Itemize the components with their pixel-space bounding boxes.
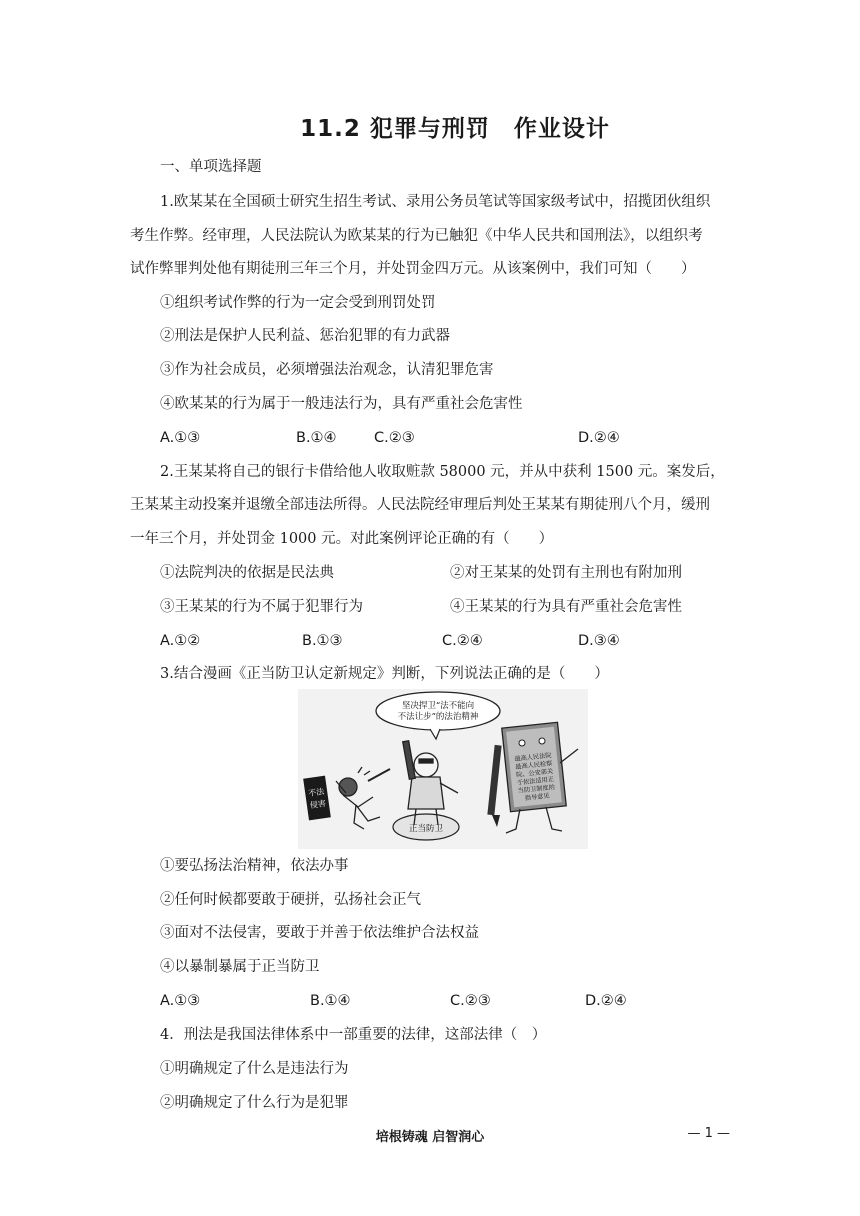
self-defense-cartoon <box>298 689 588 849</box>
q2-item-2: ②对王某某的处罚有主刑也有附加刑 <box>450 565 682 581</box>
q3-item-1: ①要弘扬法治精神，依法办事 <box>160 858 349 874</box>
q3-option-d: D.②④ <box>585 993 627 1009</box>
q2-option-c: C.②④ <box>442 633 483 649</box>
book-text-2: 最高人民检察 <box>515 760 553 771</box>
page-number: — 1 — <box>687 1126 730 1141</box>
q3-stem: 3.结合漫画《正当防卫认定新规定》判断，下列说法正确的是（ ） <box>160 666 609 682</box>
q2-option-b: B.①③ <box>302 633 343 649</box>
q1-option-b: B.①④ <box>296 430 337 446</box>
q2-option-a: A.①② <box>160 633 201 649</box>
q2-stem-line-2: 王某某主动投案并退缴全部违法所得。人民法院经审理后判处王某某有期徒刑八个月，缓刑 <box>130 497 710 513</box>
q2-item-3: ③王某某的行为不属于犯罪行为 <box>160 599 363 615</box>
q1-option-c: C.②③ <box>374 430 415 446</box>
q2-option-d: D.③④ <box>578 633 620 649</box>
sign-text-2: 侵害 <box>309 798 327 811</box>
q3-item-4: ④以暴制暴属于正当防卫 <box>160 959 320 975</box>
q1-item-4: ④欧某某的行为属于一般违法行为，具有严重社会危害性 <box>160 396 523 412</box>
bubble-text-1: 坚决捍卫“法不能向 <box>401 701 475 711</box>
book-text-4: 于依法适用正 <box>516 775 555 787</box>
book-text-5: 当防卫制度的 <box>517 783 556 795</box>
q1-item-2: ②刑法是保护人民利益、惩治犯罪的有力武器 <box>160 328 450 344</box>
book-text-6: 指导意见 <box>524 792 550 803</box>
q1-stem-line-1: 1.欧某某在全国硕士研究生招生考试、录用公务员笔试等国家级考试中，招揽团伙组织 <box>160 194 711 210</box>
sign-text-1: 不法 <box>307 786 325 799</box>
q2-item-1: ①法院判决的依据是民法典 <box>160 565 334 581</box>
circle-label: 正当防卫 <box>408 824 444 834</box>
book-text-3: 院、公安部关 <box>515 768 554 779</box>
book-text-1: 最高人民法院 <box>514 752 552 763</box>
q1-item-3: ③作为社会成员，必须增强法治观念，认清犯罪危害 <box>160 362 494 378</box>
q3-option-c: C.②③ <box>450 993 491 1009</box>
section-heading: 一、单项选择题 <box>160 159 262 175</box>
q3-item-3: ③面对不法侵害，要敢于并善于依法维护合法权益 <box>160 925 479 941</box>
q2-item-4: ④王某某的行为具有严重社会危害性 <box>450 599 682 615</box>
q3-item-2: ②任何时候都要敢于硬拼，弘扬社会正气 <box>160 892 421 908</box>
q4-item-2: ②明确规定了什么行为是犯罪 <box>160 1095 349 1111</box>
q4-item-1: ①明确规定了什么是违法行为 <box>160 1061 349 1077</box>
q1-option-d: D.②④ <box>578 430 620 446</box>
q1-stem-line-3: 试作弊罪判处他有期徒刑三年三个月，并处罚金四万元。从该案例中，我们可知（ ） <box>130 261 696 277</box>
q1-stem-line-2: 考生作弊。经审理，人民法院认为欧某某的行为已触犯《中华人民共和国刑法》，以组织考 <box>130 228 703 244</box>
q3-option-a: A.①③ <box>160 993 201 1009</box>
bubble-text-2: 不法让步”的法治精神 <box>397 712 479 722</box>
page-title: 11.2 犯罪与刑罚 作业设计 <box>300 116 610 142</box>
q3-option-b: B.①④ <box>310 993 351 1009</box>
q1-item-1: ①组织考试作弊的行为一定会受到刑罚处罚 <box>160 295 436 311</box>
footer-motto: 培根铸魂 启智润心 <box>375 1130 485 1145</box>
q2-stem-line-3: 一年三个月，并处罚金 1000 元。对此案例评论正确的有（ ） <box>130 531 554 547</box>
q4-stem: 4．刑法是我国法律体系中一部重要的法律，这部法律（ ） <box>160 1027 547 1043</box>
q2-stem-line-1: 2.王某某将自己的银行卡借给他人收取赃款 58000 元，并从中获利 1500 元。案发后， <box>160 464 725 480</box>
q1-option-a: A.①③ <box>160 430 201 446</box>
